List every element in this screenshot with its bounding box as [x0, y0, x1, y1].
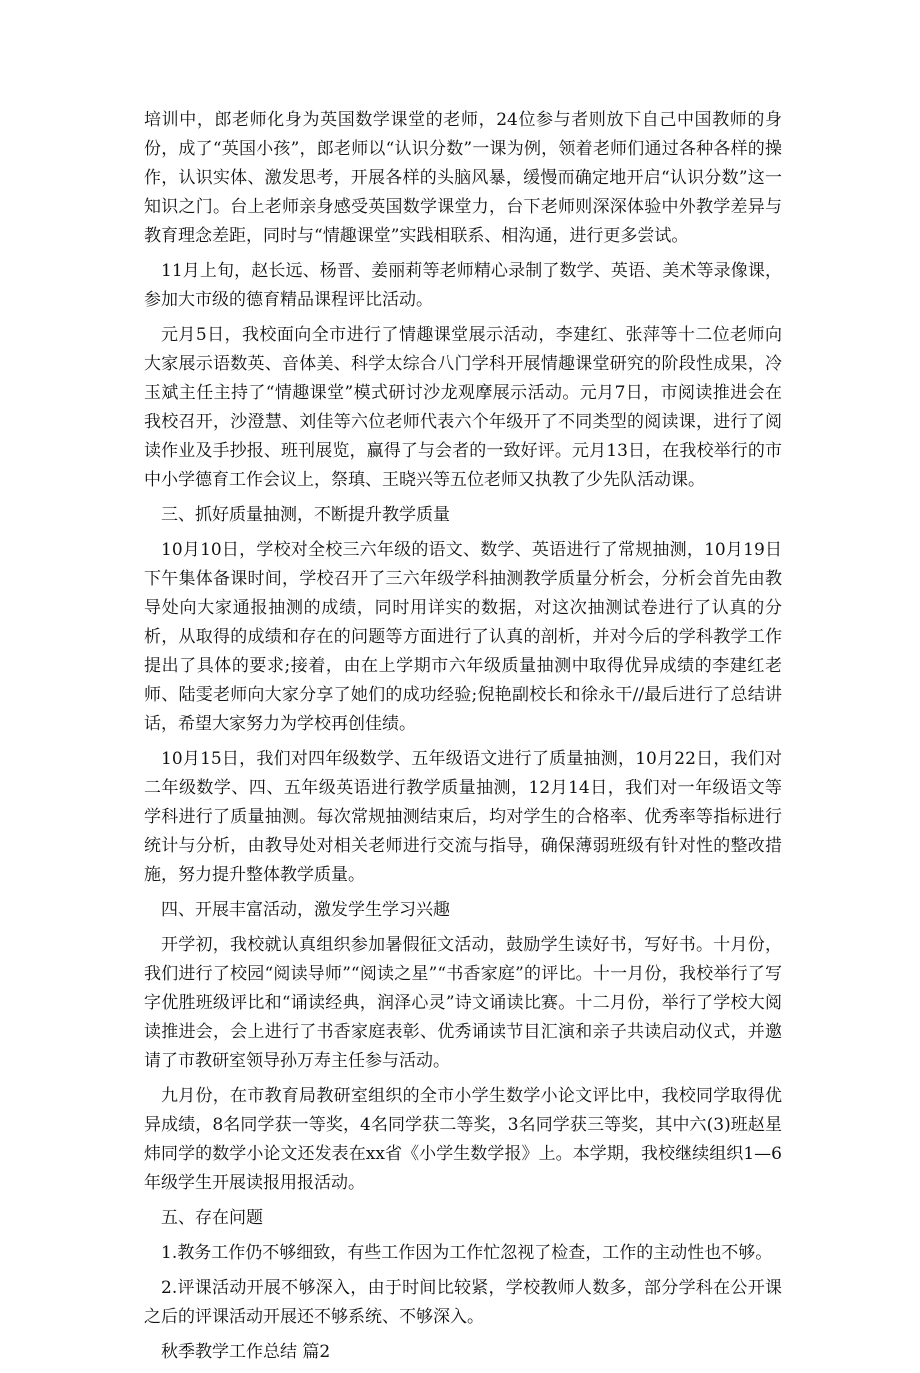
- paragraph: 元月5日，我校面向全市进行了情趣课堂展示活动，李建红、张萍等十二位老师向大家展示语数英、音体美、科学太综合八门学科开展情趣课堂研究的阶段性成果，冷玉斌主任主持了“情趣课堂”模式研讨沙龙观摩展示活动。元月7日，市阅读推进会在我校召开，沙澄慧、刘佳等六位老师代表六个年级开了不同类型的阅读课，进行了阅读作业及手抄报、班刊展览，赢得了与会者的一致好评。元月13日，在我校举行的市中小学德育工作会议上，祭瑱、王晓兴等五位老师又执教了少先队活动课。: [144, 325, 782, 490]
- paragraph: 九月份，在市教育局教研室组织的全市小学生数学小论文评比中，我校同学取得优异成绩，8名同学获一等奖，4名同学获二等奖，3名同学获三等奖，其中六(3)班赵星炜同学的数学小论文还发表在xx省《小学生数学报》上。本学期，我校继续组织1—6年级学生开展读报用报活动。: [144, 1086, 782, 1193]
- paragraph: 培训中，郎老师化身为英国数学课堂的老师，24位参与者则放下自己中国教师的身份，成了“英国小孩”，郎老师以“认识分数”一课为例，领着老师们通过各种各样的操作，认识实体、激发思考，开展各样的头脑风暴，缓慢而确定地开启“认识分数”这一知识之门。台上老师亲身感受英国数学课堂力，台下老师则深深体验中外教学差异与教育理念差距，同时与“情趣课堂”实践相联系、相沟通，进行更多尝试。: [144, 110, 782, 246]
- document-page: [144, 106, 782, 1373]
- paragraph: 10月10日，学校对全校三六年级的语文、数学、英语进行了常规抽测，10月19日下午集体备课时间，学校召开了三六年级学科抽测教学质量分析会，分析会首先由教导处向大家通报抽测的成绩，同时用详实的数据，对这次抽测试卷进行了认真的分析，从取得的成绩和存在的问题等方面进行了认真的剖析，并对今后的学科教学工作提出了具体的要求;接着，由在上学期市六年级质量抽测中取得优异成绩的李建红老师、陆雯老师向大家分享了她们的成功经验;倪艳副校长和徐永干//最后进行了总结讲话，希望大家努力为学校再创佳绩。: [144, 540, 782, 734]
- paragraph: 11月上旬，赵长远、杨晋、姜丽莉等老师精心录制了数学、英语、美术等录像课，参加大市级的德育精品课程评比活动。: [144, 261, 782, 310]
- section-heading: 五、存在问题: [161, 1208, 263, 1228]
- document-subtitle: 秋季教学工作总结 篇2: [161, 1342, 331, 1362]
- paragraph: 开学初，我校就认真组织参加暑假征文活动，鼓励学生读好书，写好书。十月份，我们进行了校园“阅读导师”“阅读之星”“书香家庭”的评比。十一月份，我校举行了写字优胜班级评比和“诵读经典，润泽心灵”诗文诵读比赛。十二月份，举行了学校大阅读推进会，会上进行了书香家庭表彰、优秀诵读节目汇演和亲子共读启动仪式，并邀请了市教研室领导孙万寿主任参与活动。: [144, 935, 782, 1071]
- paragraph: 1.教务工作仍不够细致，有些工作因为工作忙忽视了检查，工作的主动性也不够。: [161, 1243, 773, 1263]
- paragraph: 10月15日，我们对四年级数学、五年级语文进行了质量抽测，10月22日，我们对二年级数学、四、五年级英语进行教学质量抽测，12月14日，我们对一年级语文等学科进行了质量抽测。每次常规抽测结束后，均对学生的合格率、优秀率等指标进行统计与分析，由教导处对相关老师进行交流与指导，确保薄弱班级有针对性的整改措施，努力提升整体教学质量。: [144, 749, 782, 885]
- section-heading: 三、抓好质量抽测，不断提升教学质量: [161, 505, 450, 525]
- section-heading: 四、开展丰富活动，激发学生学习兴趣: [161, 900, 450, 920]
- paragraph: 2.评课活动开展不够深入，由于时间比较紧，学校教师人数多，部分学科在公开课之后的评课活动开展还不够系统、不够深入。: [144, 1278, 782, 1327]
